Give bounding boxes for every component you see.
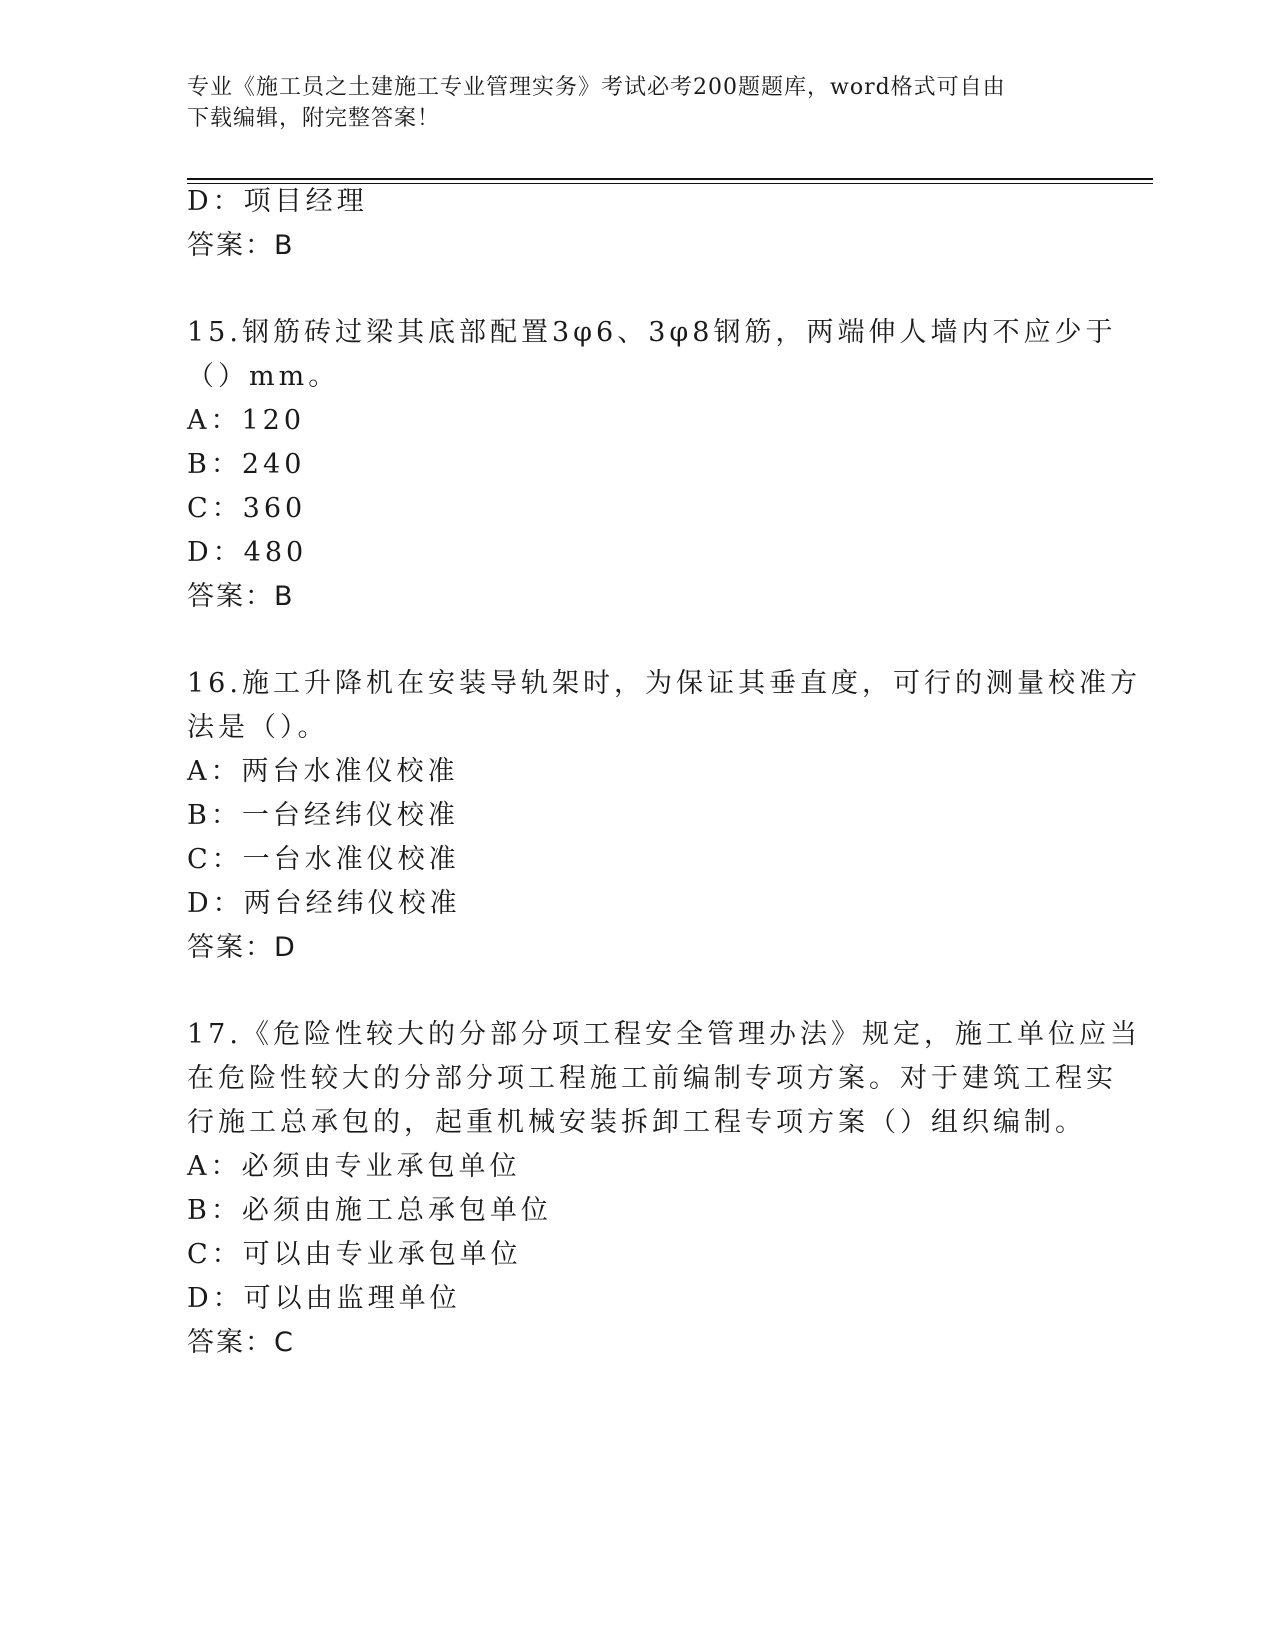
q16-stem-line-1: 16.施工升降机在安装导轨架时，为保证其垂直度，可行的测量校准方 <box>187 668 1141 699</box>
prev-option-d: D：项目经理 <box>187 186 368 217</box>
q17-answer: 答案：C <box>187 1327 295 1358</box>
q16-option-c: C：一台水准仪校准 <box>187 844 460 875</box>
q15-option-b: B：240 <box>187 449 306 480</box>
q15-answer: 答案：B <box>187 581 295 612</box>
document-header <box>187 72 1087 134</box>
q17-stem-line-2: 在危险性较大的分部分项工程施工前编制专项方案。对于建筑工程实 <box>187 1063 1117 1094</box>
q15-stem-line-2: （）mm。 <box>187 361 340 392</box>
q16-option-a: A：两台水准仪校准 <box>187 756 459 787</box>
q16-stem-line-2: 法是（）。 <box>187 712 329 743</box>
header-divider-thin <box>187 183 1153 184</box>
q17-stem-line-1: 17.《危险性较大的分部分项工程安全管理办法》规定，施工单位应当 <box>187 1019 1141 1050</box>
q15-option-c: C：360 <box>187 493 307 524</box>
q15-option-a: A：120 <box>187 405 306 436</box>
q16-option-b: B：一台经纬仪校准 <box>187 800 459 831</box>
header-divider-thick <box>187 178 1153 180</box>
q17-option-c: C：可以由专业承包单位 <box>187 1239 522 1270</box>
prev-answer: 答案：B <box>187 230 295 261</box>
q17-option-d: D：可以由监理单位 <box>187 1283 461 1314</box>
q16-option-d: D：两台经纬仪校准 <box>187 888 461 919</box>
header-line-2: 下载编辑，附完整答案！ <box>187 106 441 131</box>
q16-answer: 答案：D <box>187 932 297 963</box>
q17-option-a: A：必须由专业承包单位 <box>187 1151 521 1182</box>
q17-stem-line-3: 行施工总承包的，起重机械安装拆卸工程专项方案（）组织编制。 <box>187 1107 1086 1138</box>
q15-stem-line-1: 15.钢筋砖过梁其底部配置3φ6、3φ8钢筋，两端伸人墙内不应少于 <box>187 317 1117 348</box>
q15-option-d: D：480 <box>187 537 308 568</box>
q17-option-b: B：必须由施工总承包单位 <box>187 1195 552 1226</box>
header-line-1: 专业《施工员之土建施工专业管理实务》考试必考200题题库，word格式可自由 <box>187 75 1006 100</box>
